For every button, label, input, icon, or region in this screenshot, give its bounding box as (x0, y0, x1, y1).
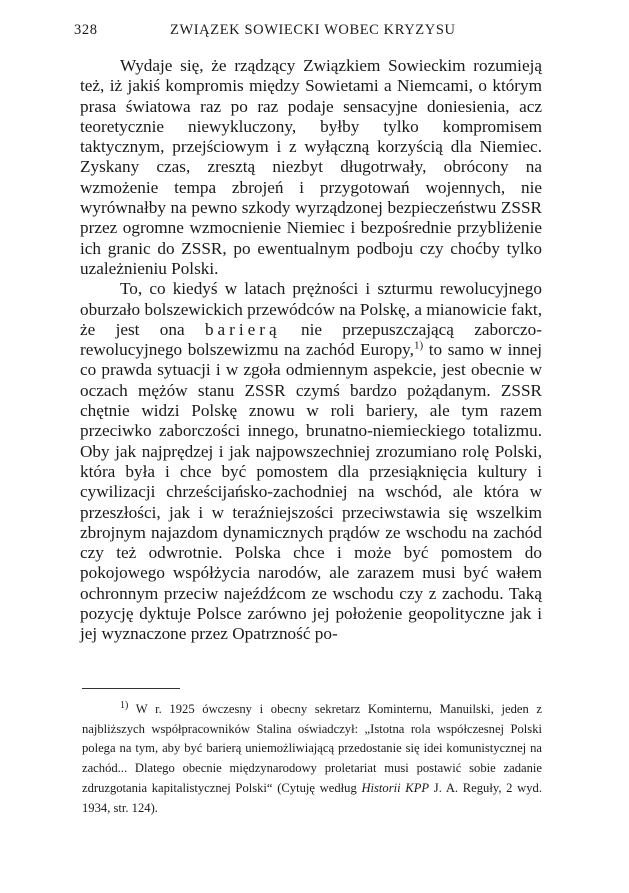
running-title: ZWIĄZEK SOWIECKI WOBEC KRYZYSU (170, 22, 456, 38)
running-head (74, 22, 562, 42)
footnote-reference: 1) (413, 339, 424, 352)
page-number: 328 (74, 22, 98, 38)
paragraph-2-mid: nie przepuszczającą zaborczo-rewolucyjnego bolszewizmu na zachód Europy, (80, 319, 542, 360)
footnote (82, 700, 542, 818)
paragraph-2-start: To, co kiedyś w latach prężności i szturmu rewolucyjnego oburzało bolszewickich przewódców na Polskę, a mianowicie fakt, że jest ona (80, 279, 542, 339)
body-text (80, 56, 542, 645)
footnote-cited-title: Historii KPP (361, 780, 430, 795)
paragraph-2 (80, 279, 542, 644)
paragraph-1: Wydaje się, że rządzący Związkiem Sowieckim rozumieją też, iż jakiś kompromis między Sowietami a Niemcami, o którym prasa światowa raz po raz podaje sensacyjne doniesienia, acz teoretycznie niewykluczony, byłby tylko kompromisem taktycznym, przejściowym i z wyłączną korzyścią dla Niemiec. Zyskany czas, zresztą niezbyt długotrwały, obrócony na wzmożenie tempa zbrojeń i przygotowań wojennych, nie wyrównałby na pewno szkody wyrządzonej bezpieczeństwu ZSSR przez ogromne wzmocnienie Niemiec i bezpośrednie przybliżenie ich granic do ZSSR, po ewentualnym podboju czy choćby tylko uzależnieniu Polski. (80, 56, 542, 278)
footnote-text-end: J. A. Reguły, 2 wyd. 1934, str. 124). (82, 780, 542, 815)
footnote-text-start: W r. 1925 ówczesny i obecny sekretarz Kominternu, Manuilski, jeden z najbliższych współpracowników Stalina oświadczył: „Istotna rola współczesnej Polski polega na tym, aby być barierą uniemożliwiającą przedostanie się idei komunistycznej na zachód... Dlatego obecnie międzynarodowy proletariat musi postawić sobie zadanie zdruzgotania kapitalistycznej Polski“ (Cytuję według (82, 702, 543, 795)
spaced-word-barrier: barierą (204, 319, 281, 339)
footnote-divider (82, 688, 180, 689)
footnote-mark: 1) (120, 699, 129, 711)
paragraph-2-end: to samo w innej co prawda sytuacji i w zgoła odmiennym aspekcie, jest obecnie w oczach mężów stanu ZSSR czymś bardzo pożądanym. ZSSR chętnie widzi Polskę znowu w roli bariery, ale tym razem przeciwko zaborczości innego, brunatno-niemieckiego totalizmu. Oby jak najprędzej i jak najpowszechniej zrozumiano rolę Polski, która była i chce być pomostem dla przesiąknięcia kultury i cywilizacji chrześcijańsko-zachodniej na wschód, ale która w przeszłości, jak i w teraźniejszości przeciwstawia się wszelkim zbrojnym najazdom dynamicznych prądów ze wschodu na zachód czy też odwrotnie. Polska chce i może być pomostem do pokojowego współżycia narodów, ale zarazem musi być wałem ochronnym przeciw najeźdźcom ze wschodu czy z zachodu. Taką pozycję dyktuje Polsce zarówno jej położenie geopolityczne jak i jej wyznaczone przez Opatrzność po- (80, 340, 542, 644)
